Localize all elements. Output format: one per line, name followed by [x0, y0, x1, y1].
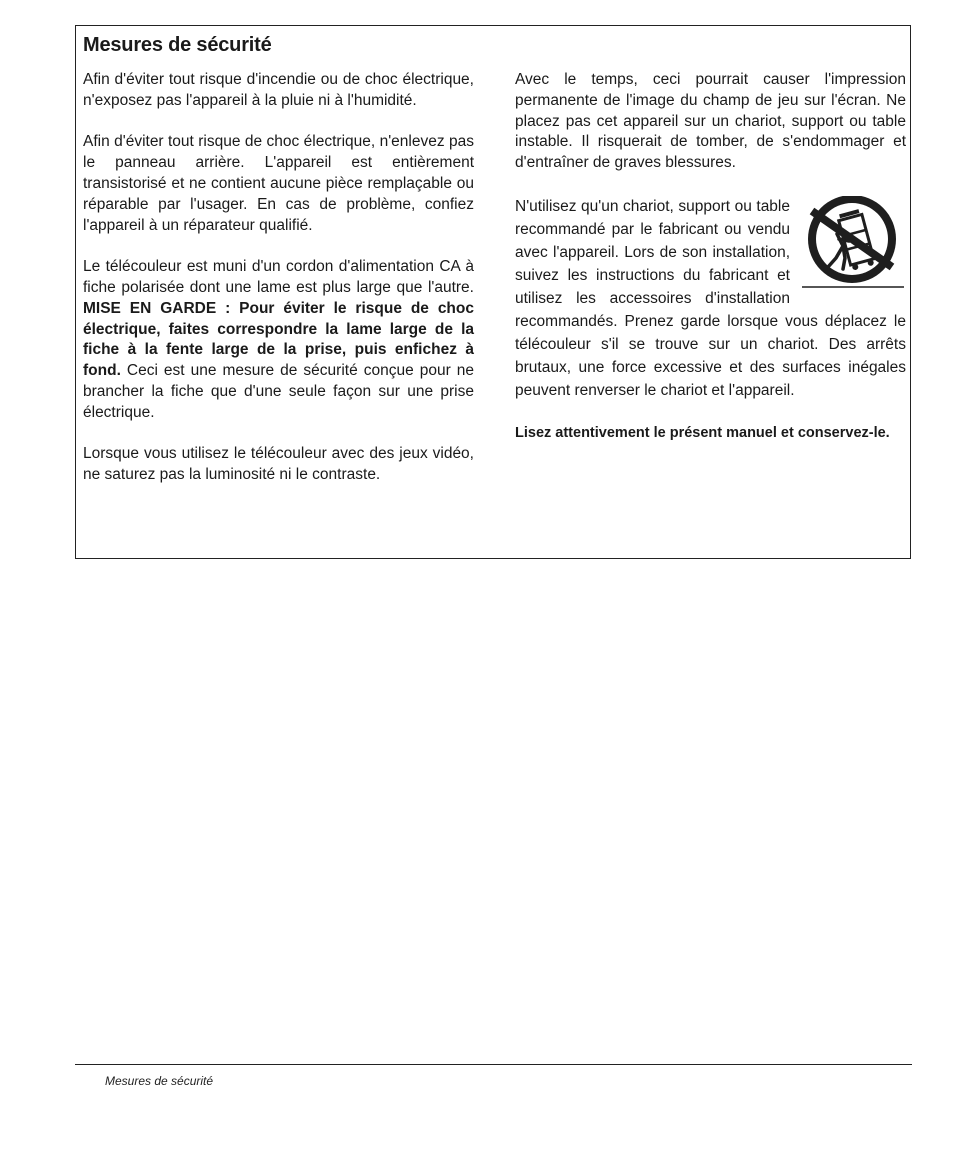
section-title: Mesures de sécurité	[83, 34, 272, 56]
cart-tip-over-warning-icon	[800, 195, 906, 288]
polarized-plug-paragraph	[83, 257, 474, 423]
cart-warning	[515, 195, 906, 402]
left-column	[83, 70, 474, 486]
polarized-plug-caution: MISE EN GARDE : Pour éviter le risque de choc électrique, faites correspondre la lame large de la fiche à la fente large de la prise, puis enfichez à fond.	[83, 299, 474, 380]
safety-section	[75, 25, 911, 559]
polarized-plug-note: Ceci est une mesure de sécurité conçue pour ne brancher la fiche que d'une seule façon sur une prise électrique.	[83, 362, 474, 421]
rear-panel-warning: Afin d'éviter tout risque de choc électrique, n'enlevez pas le panneau arrière. L'appareil est entièrement transistorisé et ne contient aucune pièce remplaçable ou réparable par l'usager. En cas de problème, confiez l'appareil à un réparateur qualifié.	[83, 133, 474, 234]
footer-label: Mesures de sécurité	[105, 1074, 214, 1088]
screen-burn-warning: Avec le temps, ceci pourrait causer l'impression permanente de l'image du champ de jeu sur l'écran. Ne placez pas cet appareil sur un chariot, support ou table instable. Il risquerait de tomber, de s'endommager et d'entraîner de graves blessures.	[515, 71, 906, 172]
right-column	[515, 70, 906, 443]
footer-divider	[75, 1064, 912, 1065]
polarized-plug-intro: Le télécouleur est muni d'un cordon d'alimentation CA à fiche polarisée dont une lame est plus large que l'autre.	[83, 258, 474, 296]
cart-warning-text: N'utilisez qu'un chariot, support ou table recommandé par le fabricant ou vendu avec l'appareil. Lors de son installation, suivez les instructions du fabricant et utilisez les accessoires d'installation recommandés. Prenez garde lorsque vous déplacez le télécouleur s'il se trouve sur un chariot. Des arrêts brutaux, une force excessive et des surfaces inégales peuvent renverser le chariot et l'appareil.	[515, 197, 906, 399]
video-game-warning: Lorsque vous utilisez le télécouleur avec des jeux vidéo, ne saturez pas la luminosité ni le contraste.	[83, 445, 474, 484]
fire-shock-warning: Afin d'éviter tout risque d'incendie ou de choc électrique, n'exposez pas l'appareil à la pluie ni à l'humidité.	[83, 71, 474, 109]
read-manual-note: Lisez attentivement le présent manuel et conservez-le.	[515, 424, 890, 441]
